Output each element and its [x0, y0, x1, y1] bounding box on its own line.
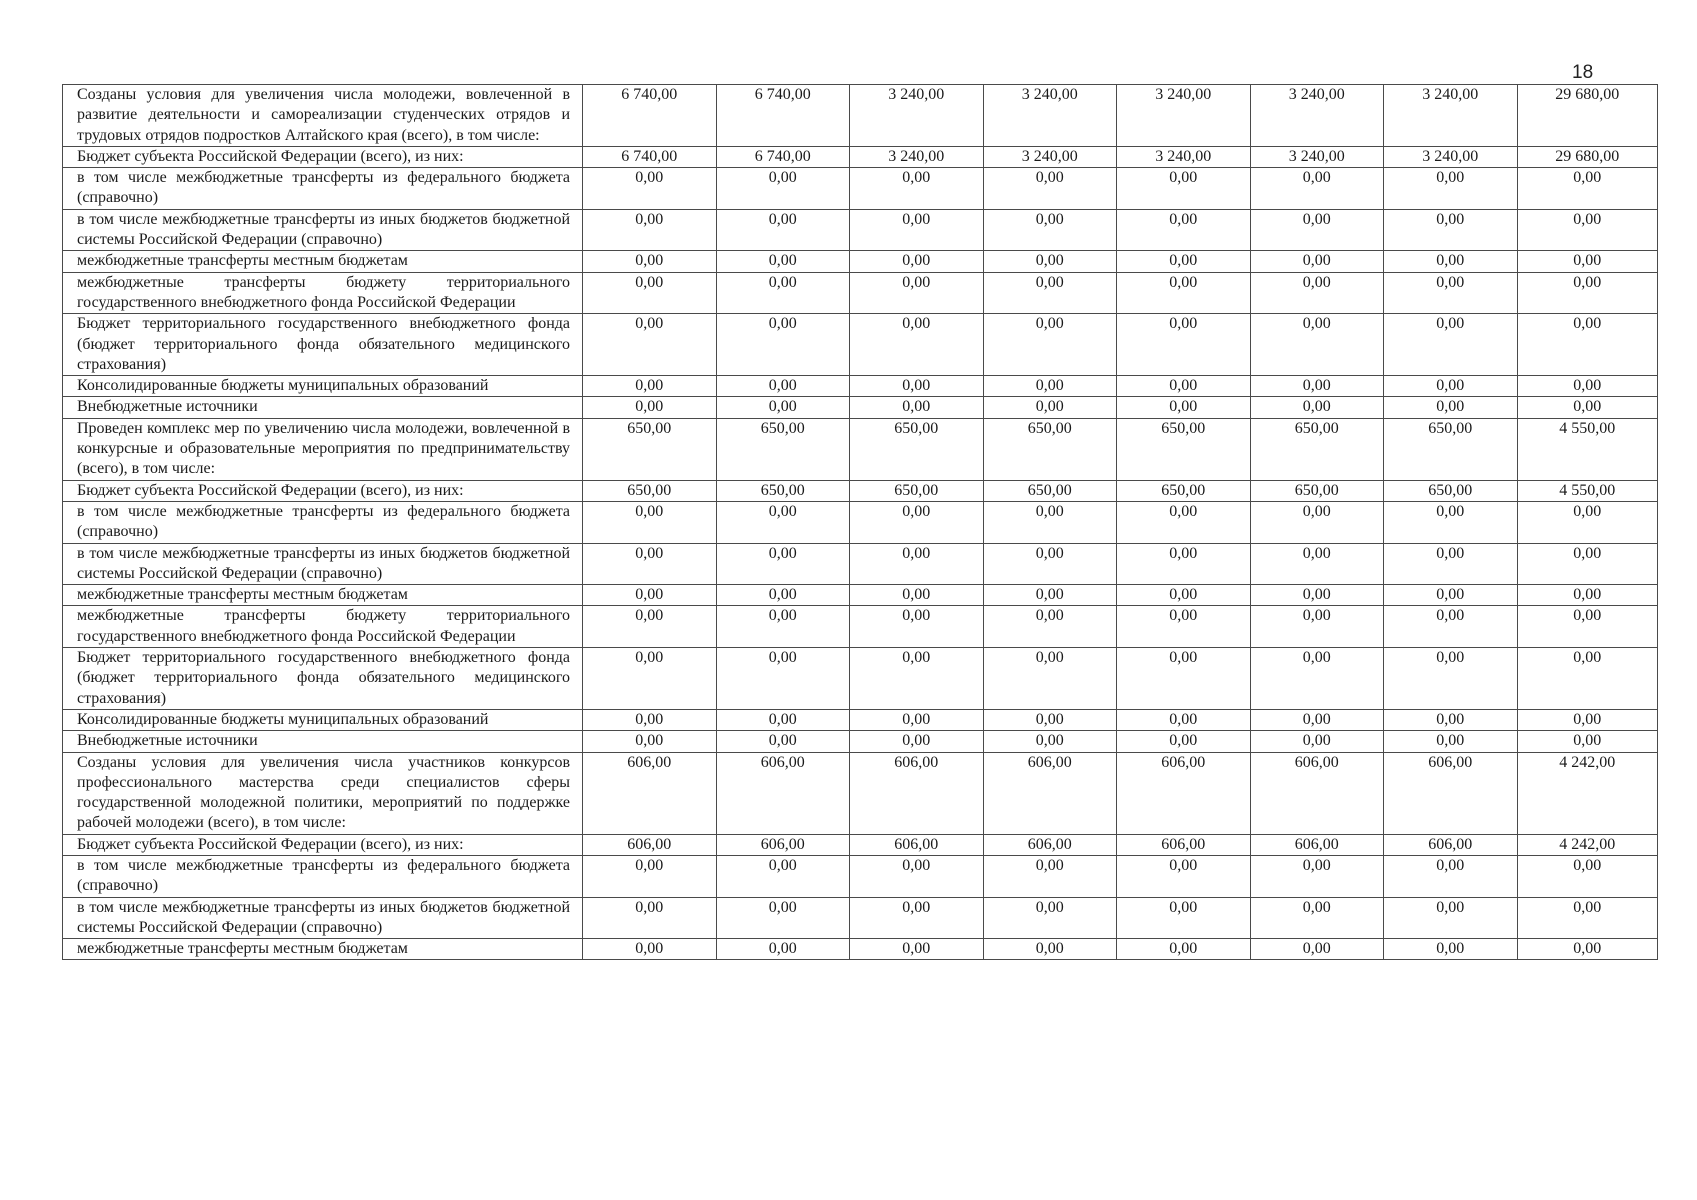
- row-year-value: 3 240,00: [1250, 85, 1384, 147]
- row-year-value: 0,00: [1117, 168, 1251, 210]
- row-year-value: 0,00: [1384, 731, 1518, 752]
- row-year-value: 0,00: [983, 897, 1117, 939]
- row-year-value: 0,00: [583, 585, 717, 606]
- row-total-value: 4 242,00: [1517, 834, 1658, 855]
- table-row: [63, 209, 1658, 251]
- row-year-value: 0,00: [850, 648, 984, 710]
- table-row: [63, 897, 1658, 939]
- table-body: [63, 85, 1658, 960]
- row-year-value: 0,00: [1384, 897, 1518, 939]
- row-year-value: 0,00: [983, 272, 1117, 314]
- table-row: [63, 709, 1658, 730]
- row-year-value: 0,00: [850, 606, 984, 648]
- row-total-value: 0,00: [1517, 709, 1658, 730]
- row-year-value: 0,00: [850, 731, 984, 752]
- row-year-value: 0,00: [850, 543, 984, 585]
- row-year-value: 0,00: [1117, 209, 1251, 251]
- row-total-value: 4 242,00: [1517, 752, 1658, 834]
- row-year-value: 650,00: [1250, 418, 1384, 480]
- row-label: межбюджетные трансферты бюджету территориального государственного внебюджетного фонда Российской Федерации: [63, 272, 583, 314]
- row-year-value: 0,00: [716, 376, 850, 397]
- row-total-value: 4 550,00: [1517, 418, 1658, 480]
- row-year-value: 0,00: [983, 709, 1117, 730]
- row-year-value: 3 240,00: [1384, 146, 1518, 167]
- table-row: [63, 543, 1658, 585]
- row-total-value: 0,00: [1517, 731, 1658, 752]
- row-year-value: 0,00: [583, 855, 717, 897]
- table-row: [63, 85, 1658, 147]
- row-label: межбюджетные трансферты местным бюджетам: [63, 251, 583, 272]
- row-label: Бюджет субъекта Российской Федерации (всего), из них:: [63, 480, 583, 501]
- row-year-value: 0,00: [1250, 376, 1384, 397]
- row-year-value: 3 240,00: [1250, 146, 1384, 167]
- row-year-value: 3 240,00: [1117, 146, 1251, 167]
- row-year-value: 0,00: [583, 606, 717, 648]
- row-year-value: 606,00: [716, 752, 850, 834]
- row-year-value: 0,00: [1117, 376, 1251, 397]
- row-year-value: 650,00: [1384, 480, 1518, 501]
- row-label: межбюджетные трансферты местным бюджетам: [63, 585, 583, 606]
- row-year-value: 0,00: [716, 939, 850, 960]
- row-year-value: 0,00: [716, 209, 850, 251]
- row-year-value: 0,00: [716, 731, 850, 752]
- row-year-value: 0,00: [716, 251, 850, 272]
- table-row: [63, 272, 1658, 314]
- table-row: [63, 251, 1658, 272]
- row-year-value: 0,00: [1250, 648, 1384, 710]
- row-year-value: 0,00: [716, 543, 850, 585]
- row-year-value: 0,00: [850, 168, 984, 210]
- row-year-value: 0,00: [850, 397, 984, 418]
- table-row: [63, 376, 1658, 397]
- row-year-value: 3 240,00: [850, 85, 984, 147]
- row-year-value: 0,00: [1117, 251, 1251, 272]
- row-year-value: 0,00: [983, 397, 1117, 418]
- row-year-value: 0,00: [850, 709, 984, 730]
- row-year-value: 0,00: [583, 731, 717, 752]
- row-year-value: 0,00: [850, 272, 984, 314]
- row-year-value: 0,00: [1384, 168, 1518, 210]
- row-year-value: 0,00: [1117, 543, 1251, 585]
- row-label: межбюджетные трансферты бюджету территориального государственного внебюджетного фонда Российской Федерации: [63, 606, 583, 648]
- row-year-value: 650,00: [983, 480, 1117, 501]
- row-year-value: 0,00: [583, 314, 717, 376]
- row-label: Консолидированные бюджеты муниципальных образований: [63, 709, 583, 730]
- row-year-value: 0,00: [1250, 272, 1384, 314]
- row-year-value: 0,00: [583, 376, 717, 397]
- row-year-value: 0,00: [1117, 897, 1251, 939]
- row-year-value: 606,00: [983, 752, 1117, 834]
- row-year-value: 0,00: [716, 314, 850, 376]
- row-year-value: 0,00: [983, 585, 1117, 606]
- row-year-value: 0,00: [1384, 648, 1518, 710]
- row-label: в том числе межбюджетные трансферты из иных бюджетов бюджетной системы Российской Федерации (справочно): [63, 209, 583, 251]
- row-total-value: 29 680,00: [1517, 85, 1658, 147]
- row-total-value: 0,00: [1517, 314, 1658, 376]
- table-row: [63, 834, 1658, 855]
- row-year-value: 0,00: [983, 251, 1117, 272]
- row-total-value: 0,00: [1517, 501, 1658, 543]
- row-year-value: 3 240,00: [983, 146, 1117, 167]
- row-year-value: 0,00: [716, 397, 850, 418]
- row-year-value: 0,00: [1117, 855, 1251, 897]
- table-row: [63, 146, 1658, 167]
- row-year-value: 0,00: [850, 209, 984, 251]
- row-year-value: 0,00: [1384, 939, 1518, 960]
- row-year-value: 0,00: [583, 939, 717, 960]
- table-row: [63, 585, 1658, 606]
- row-total-value: 0,00: [1517, 585, 1658, 606]
- row-total-value: 29 680,00: [1517, 146, 1658, 167]
- row-year-value: 0,00: [850, 855, 984, 897]
- row-year-value: 0,00: [1250, 606, 1384, 648]
- row-year-value: 606,00: [850, 834, 984, 855]
- row-year-value: 0,00: [1250, 585, 1384, 606]
- table-row: [63, 855, 1658, 897]
- row-year-value: 3 240,00: [850, 146, 984, 167]
- row-year-value: 6 740,00: [716, 146, 850, 167]
- row-year-value: 0,00: [583, 168, 717, 210]
- row-year-value: 0,00: [1384, 543, 1518, 585]
- row-year-value: 650,00: [583, 418, 717, 480]
- row-year-value: 650,00: [716, 418, 850, 480]
- row-year-value: 606,00: [850, 752, 984, 834]
- row-year-value: 0,00: [1117, 397, 1251, 418]
- row-year-value: 0,00: [1250, 939, 1384, 960]
- row-year-value: 0,00: [850, 314, 984, 376]
- table-row: [63, 731, 1658, 752]
- row-year-value: 606,00: [1384, 834, 1518, 855]
- row-label: Внебюджетные источники: [63, 731, 583, 752]
- row-year-value: 0,00: [716, 168, 850, 210]
- row-year-value: 0,00: [983, 939, 1117, 960]
- row-year-value: 0,00: [1117, 272, 1251, 314]
- table-row: [63, 480, 1658, 501]
- row-year-value: 0,00: [583, 397, 717, 418]
- row-label: Внебюджетные источники: [63, 397, 583, 418]
- row-year-value: 650,00: [850, 480, 984, 501]
- row-year-value: 0,00: [583, 501, 717, 543]
- row-year-value: 0,00: [716, 585, 850, 606]
- row-year-value: 0,00: [1117, 731, 1251, 752]
- row-label: Бюджет субъекта Российской Федерации (всего), из них:: [63, 834, 583, 855]
- row-year-value: 0,00: [583, 648, 717, 710]
- row-label: в том числе межбюджетные трансферты из иных бюджетов бюджетной системы Российской Федерации (справочно): [63, 897, 583, 939]
- row-year-value: 0,00: [1117, 648, 1251, 710]
- row-total-value: 0,00: [1517, 251, 1658, 272]
- row-total-value: 4 550,00: [1517, 480, 1658, 501]
- row-year-value: 606,00: [1250, 834, 1384, 855]
- row-total-value: 0,00: [1517, 855, 1658, 897]
- row-label: в том числе межбюджетные трансферты из иных бюджетов бюджетной системы Российской Федерации (справочно): [63, 543, 583, 585]
- row-label: в том числе межбюджетные трансферты из федерального бюджета (справочно): [63, 855, 583, 897]
- row-year-value: 0,00: [1384, 209, 1518, 251]
- row-year-value: 0,00: [1117, 606, 1251, 648]
- row-year-value: 0,00: [716, 501, 850, 543]
- row-year-value: 3 240,00: [1384, 85, 1518, 147]
- table-row: [63, 418, 1658, 480]
- row-year-value: 0,00: [1250, 209, 1384, 251]
- row-total-value: 0,00: [1517, 168, 1658, 210]
- row-year-value: 0,00: [1384, 709, 1518, 730]
- row-year-value: 0,00: [1250, 709, 1384, 730]
- row-label: Бюджет субъекта Российской Федерации (всего), из них:: [63, 146, 583, 167]
- row-year-value: 0,00: [983, 501, 1117, 543]
- row-label: Созданы условия для увеличения числа участников конкурсов профессионального мастерства среди специалистов сферы государственной молодежной политики, мероприятий по поддержке рабочей молодежи (всего), в том числе:: [63, 752, 583, 834]
- row-year-value: 0,00: [716, 606, 850, 648]
- row-year-value: 0,00: [1117, 314, 1251, 376]
- row-year-value: 3 240,00: [983, 85, 1117, 147]
- row-year-value: 606,00: [983, 834, 1117, 855]
- row-year-value: 0,00: [716, 855, 850, 897]
- row-year-value: 606,00: [1117, 752, 1251, 834]
- row-year-value: 0,00: [1384, 251, 1518, 272]
- row-total-value: 0,00: [1517, 939, 1658, 960]
- row-year-value: 0,00: [1250, 731, 1384, 752]
- row-year-value: 606,00: [1117, 834, 1251, 855]
- row-total-value: 0,00: [1517, 606, 1658, 648]
- table-row: [63, 397, 1658, 418]
- row-year-value: 0,00: [850, 939, 984, 960]
- row-year-value: 606,00: [716, 834, 850, 855]
- row-year-value: 0,00: [1384, 585, 1518, 606]
- row-year-value: 0,00: [1250, 501, 1384, 543]
- row-year-value: 0,00: [1384, 314, 1518, 376]
- row-year-value: 0,00: [983, 648, 1117, 710]
- row-year-value: 0,00: [850, 585, 984, 606]
- row-year-value: 0,00: [850, 376, 984, 397]
- row-year-value: 0,00: [1384, 397, 1518, 418]
- row-year-value: 606,00: [1250, 752, 1384, 834]
- row-label: в том числе межбюджетные трансферты из федерального бюджета (справочно): [63, 168, 583, 210]
- row-total-value: 0,00: [1517, 543, 1658, 585]
- row-total-value: 0,00: [1517, 272, 1658, 314]
- page-number: 18: [1572, 62, 1594, 83]
- row-year-value: 0,00: [1250, 855, 1384, 897]
- table-row: [63, 314, 1658, 376]
- row-year-value: 0,00: [983, 168, 1117, 210]
- row-label: в том числе межбюджетные трансферты из федерального бюджета (справочно): [63, 501, 583, 543]
- table-row: [63, 168, 1658, 210]
- table-row: [63, 939, 1658, 960]
- row-year-value: 0,00: [1250, 251, 1384, 272]
- row-year-value: 0,00: [850, 897, 984, 939]
- row-year-value: 0,00: [1384, 376, 1518, 397]
- row-year-value: 0,00: [716, 648, 850, 710]
- row-total-value: 0,00: [1517, 648, 1658, 710]
- row-label: Созданы условия для увеличения числа молодежи, вовлеченной в развитие деятельности и самореализации студенческих отрядов и трудовых отрядов подростков Алтайского края (всего), в том числе:: [63, 85, 583, 147]
- row-year-value: 0,00: [983, 731, 1117, 752]
- row-year-value: 0,00: [1250, 543, 1384, 585]
- row-year-value: 0,00: [1384, 606, 1518, 648]
- row-year-value: 0,00: [716, 897, 850, 939]
- row-year-value: 0,00: [1250, 897, 1384, 939]
- table-row: [63, 752, 1658, 834]
- row-year-value: 0,00: [1117, 501, 1251, 543]
- row-label: межбюджетные трансферты местным бюджетам: [63, 939, 583, 960]
- row-year-value: 650,00: [583, 480, 717, 501]
- row-total-value: 0,00: [1517, 897, 1658, 939]
- table-row: [63, 606, 1658, 648]
- row-year-value: 0,00: [716, 709, 850, 730]
- row-total-value: 0,00: [1517, 397, 1658, 418]
- row-year-value: 0,00: [983, 606, 1117, 648]
- row-label: Проведен комплекс мер по увеличению числа молодежи, вовлеченной в конкурсные и образовательные мероприятия по предпринимательству (всего), в том числе:: [63, 418, 583, 480]
- row-year-value: 0,00: [583, 709, 717, 730]
- row-year-value: 0,00: [850, 251, 984, 272]
- row-year-value: 650,00: [1250, 480, 1384, 501]
- row-year-value: 650,00: [1384, 418, 1518, 480]
- row-year-value: 650,00: [850, 418, 984, 480]
- row-year-value: 3 240,00: [1117, 85, 1251, 147]
- row-year-value: 0,00: [716, 272, 850, 314]
- row-year-value: 0,00: [583, 897, 717, 939]
- row-year-value: 0,00: [1250, 168, 1384, 210]
- row-year-value: 0,00: [1384, 272, 1518, 314]
- row-year-value: 0,00: [1250, 397, 1384, 418]
- row-year-value: 606,00: [1384, 752, 1518, 834]
- row-year-value: 0,00: [983, 314, 1117, 376]
- row-total-value: 0,00: [1517, 376, 1658, 397]
- row-label: Бюджет территориального государственного внебюджетного фонда (бюджет территориального фонда обязательного медицинского страхования): [63, 314, 583, 376]
- row-year-value: 606,00: [583, 834, 717, 855]
- row-year-value: 0,00: [983, 209, 1117, 251]
- row-year-value: 606,00: [583, 752, 717, 834]
- row-year-value: 6 740,00: [583, 146, 717, 167]
- row-year-value: 650,00: [1117, 480, 1251, 501]
- row-year-value: 0,00: [1117, 939, 1251, 960]
- row-year-value: 0,00: [583, 251, 717, 272]
- row-year-value: 0,00: [983, 855, 1117, 897]
- table-row: [63, 501, 1658, 543]
- row-label: Бюджет территориального государственного внебюджетного фонда (бюджет территориального фонда обязательного медицинского страхования): [63, 648, 583, 710]
- budget-table: [62, 84, 1658, 960]
- row-label: Консолидированные бюджеты муниципальных образований: [63, 376, 583, 397]
- row-year-value: 0,00: [1250, 314, 1384, 376]
- row-year-value: 0,00: [583, 209, 717, 251]
- row-year-value: 0,00: [983, 376, 1117, 397]
- row-year-value: 650,00: [983, 418, 1117, 480]
- row-year-value: 0,00: [1117, 709, 1251, 730]
- row-year-value: 650,00: [1117, 418, 1251, 480]
- table-row: [63, 648, 1658, 710]
- row-year-value: 6 740,00: [583, 85, 717, 147]
- row-year-value: 0,00: [583, 272, 717, 314]
- row-year-value: 0,00: [1384, 855, 1518, 897]
- row-total-value: 0,00: [1517, 209, 1658, 251]
- row-year-value: 6 740,00: [716, 85, 850, 147]
- row-year-value: 650,00: [716, 480, 850, 501]
- row-year-value: 0,00: [583, 543, 717, 585]
- row-year-value: 0,00: [1117, 585, 1251, 606]
- row-year-value: 0,00: [983, 543, 1117, 585]
- row-year-value: 0,00: [1384, 501, 1518, 543]
- row-year-value: 0,00: [850, 501, 984, 543]
